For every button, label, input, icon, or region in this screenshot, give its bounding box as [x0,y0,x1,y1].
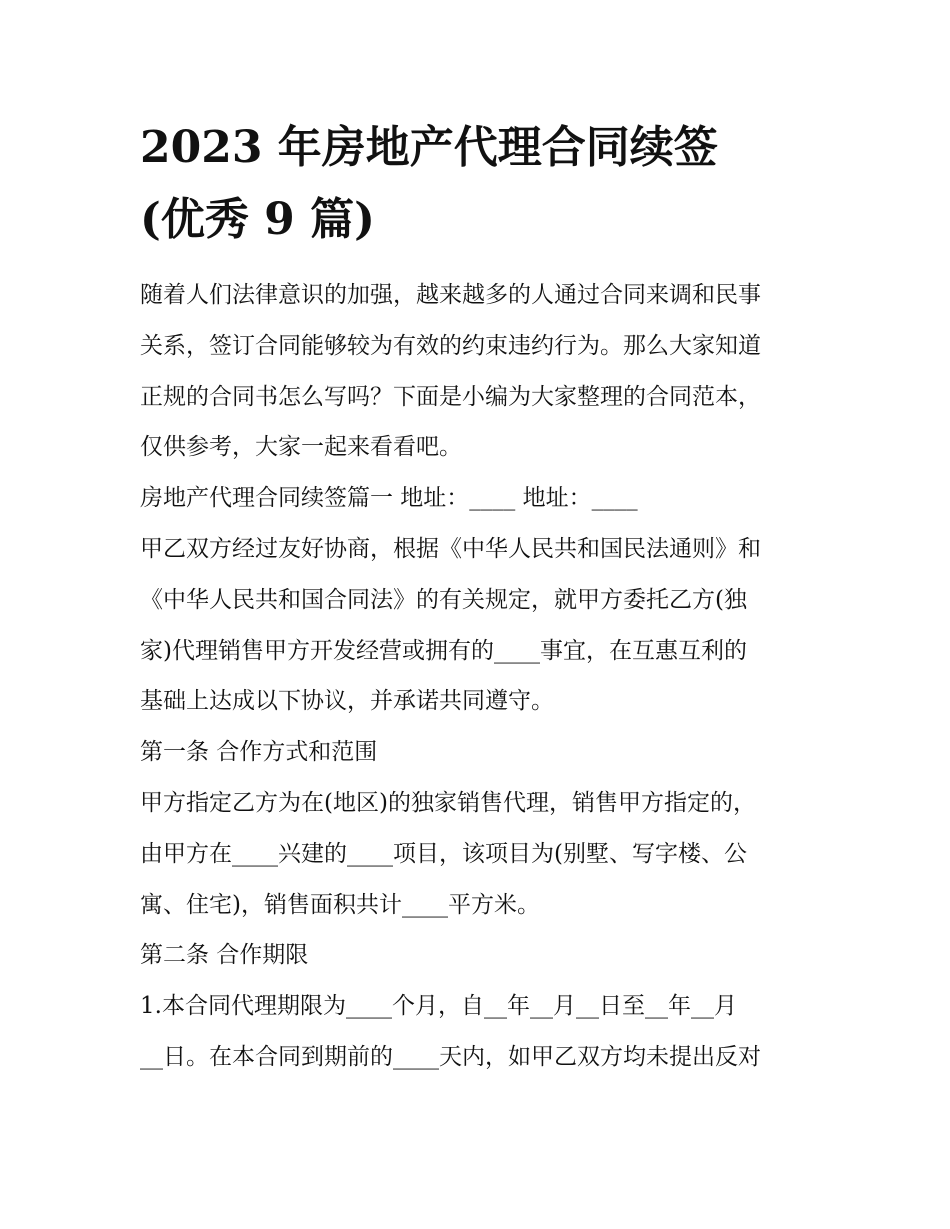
title-line-1: 2023 年房地产代理合同续签 [140,122,718,173]
section-heading-part-one [140,473,812,524]
text-line: 《中华人民共和国合同法》的有关规定，就甲方委托乙方(独 [140,586,747,613]
agreement-preamble-paragraph [140,524,812,727]
text-line: 寓、住宅)，销售面积共计____平方米。 [140,891,540,918]
text-line: 第二条 合作期限 [140,942,309,969]
article-two-paragraph [140,981,812,1083]
text-line: 甲方指定乙方为在(地区)的独家销售代理，销售甲方指定的， [140,789,756,816]
text-line: 1.本合同代理期限为____个月，自__年__月__日至__年__月 [140,993,737,1020]
text-line: 关系，签订合同能够较为有效的约束违约行为。那么大家知道 [140,332,761,359]
text-line: 由甲方在____兴建的____项目，该项目为(别墅、写字楼、公 [140,840,747,867]
title-line-2: (优秀 9 篇) [140,194,375,245]
article-one-heading [140,727,812,778]
text-line: 基础上达成以下协议，并承诺共同遵守。 [140,688,554,715]
document-body [140,270,812,1083]
document-page [140,112,812,1083]
intro-paragraph [140,270,812,473]
text-line: 仅供参考，大家一起来看看吧。 [140,434,462,461]
article-two-heading [140,930,812,981]
text-line: 甲乙双方经过友好协商，根据《中华人民共和国民法通则》和 [140,535,761,562]
text-line: 随着人们法律意识的加强，越来越多的人通过合同来调和民事 [140,282,761,308]
text-line: 正规的合同书怎么写吗？下面是小编为大家整理的合同范本， [140,383,761,410]
document-title [140,112,812,256]
text-line: 第一条 合作方式和范围 [140,739,378,766]
text-line: __日。在本合同到期前的____天内，如甲乙双方均未提出反对 [140,1043,761,1070]
article-one-paragraph [140,778,812,930]
text-line: 家)代理销售甲方开发经营或拥有的____事宜，在互惠互利的 [140,637,747,664]
text-line: 房地产代理合同续签篇一 地址：____ 地址：____ [140,485,638,512]
